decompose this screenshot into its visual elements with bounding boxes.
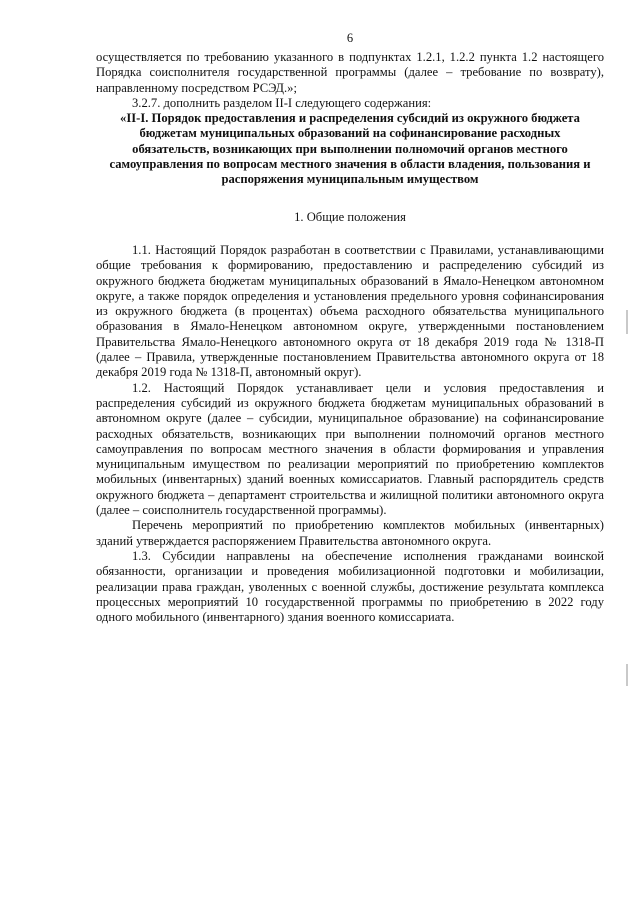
scan-margin-mark bbox=[626, 664, 628, 686]
scan-margin-mark bbox=[626, 310, 628, 334]
amendment-line: 3.2.7. дополнить разделом II-I следующего содержания: bbox=[132, 95, 432, 110]
intro-paragraph: осуществляется по требованию указанного в подпунктах 1.2.1, 1.2.2 пункта 1.2 настоящего Порядка соисполнителя государственной программы (далее – требование по возврату), направленному посредством РСЭД.»; bbox=[96, 50, 604, 95]
paragraph-list-note: Перечень мероприятий по приобретению комплектов мобильных (инвентарных) зданий утверждается распоряжением Правительства автономного округа. bbox=[96, 518, 604, 548]
document-body bbox=[96, 50, 604, 625]
paragraph-1-2: 1.2. Настоящий Порядок устанавливает цели и условия предоставления и распределения субсидий из окружного бюджета бюджетам муниципальных образований в автономном округе (далее – субсидии, муниципальное образование) на софинансирование расходных обязательств, возникающих при выполнении полномочий органов местного самоуправления по вопросам местного значения в области формирования и управления муниципальным имуществом по реализации мероприятий по приобретению комплектов мобильных (инвентарных) зданий военных комиссариатов. Главный распорядитель средств окружного бюджета – департамент строительства и жилищной политики автономного округа (далее – соисполнитель государственной программы). bbox=[96, 380, 604, 518]
section-heading: «II-I. Порядок предоставления и распределения субсидий из окружного бюджета бюджетам муниципальных образований на софинансирование расходных обязательств, возникающих при выполнении полномочий органов местного самоуправления по вопросам местного значения в области владения, пользования и распоряжения муниципальным имуществом bbox=[109, 111, 591, 187]
paragraph-1-3: 1.3. Субсидии направлены на обеспечение исполнения гражданами воинской обязанности, организации и проведения мобилизационной подготовки и мобилизации, реализации права граждан, уволенных с военной службы, достижение результата комплекса процессных мероприятий 10 государственной программы по приобретению в 2022 году одного мобильного (инвентарного) здания военного комиссариата. bbox=[96, 548, 604, 625]
subsection-title: 1. Общие положения bbox=[294, 209, 406, 224]
paragraph-1-1: 1.1. Настоящий Порядок разработан в соответствии с Правилами, устанавливающими общие требования к формированию, предоставлению и распределению субсидий из окружного бюджета бюджетам муниципальных образований в Ямало-Ненецком автономном округе, а также порядок определения и установления предельного уровня софинансирования из окружного бюджета (в процентах) объема расходного обязательства муниципального образования в Ямало-Ненецком автономном округе, утвержденными постановлением Правительства Ямало-Ненецкого автономного округа от 18 декабря 2019 года № 1318-П (далее – Правила, утвержденные постановлением Правительства автономного округа от 18 декабря 2019 года № 1318-П, автономный округ). bbox=[96, 242, 604, 380]
page-number: 6 bbox=[346, 31, 354, 45]
